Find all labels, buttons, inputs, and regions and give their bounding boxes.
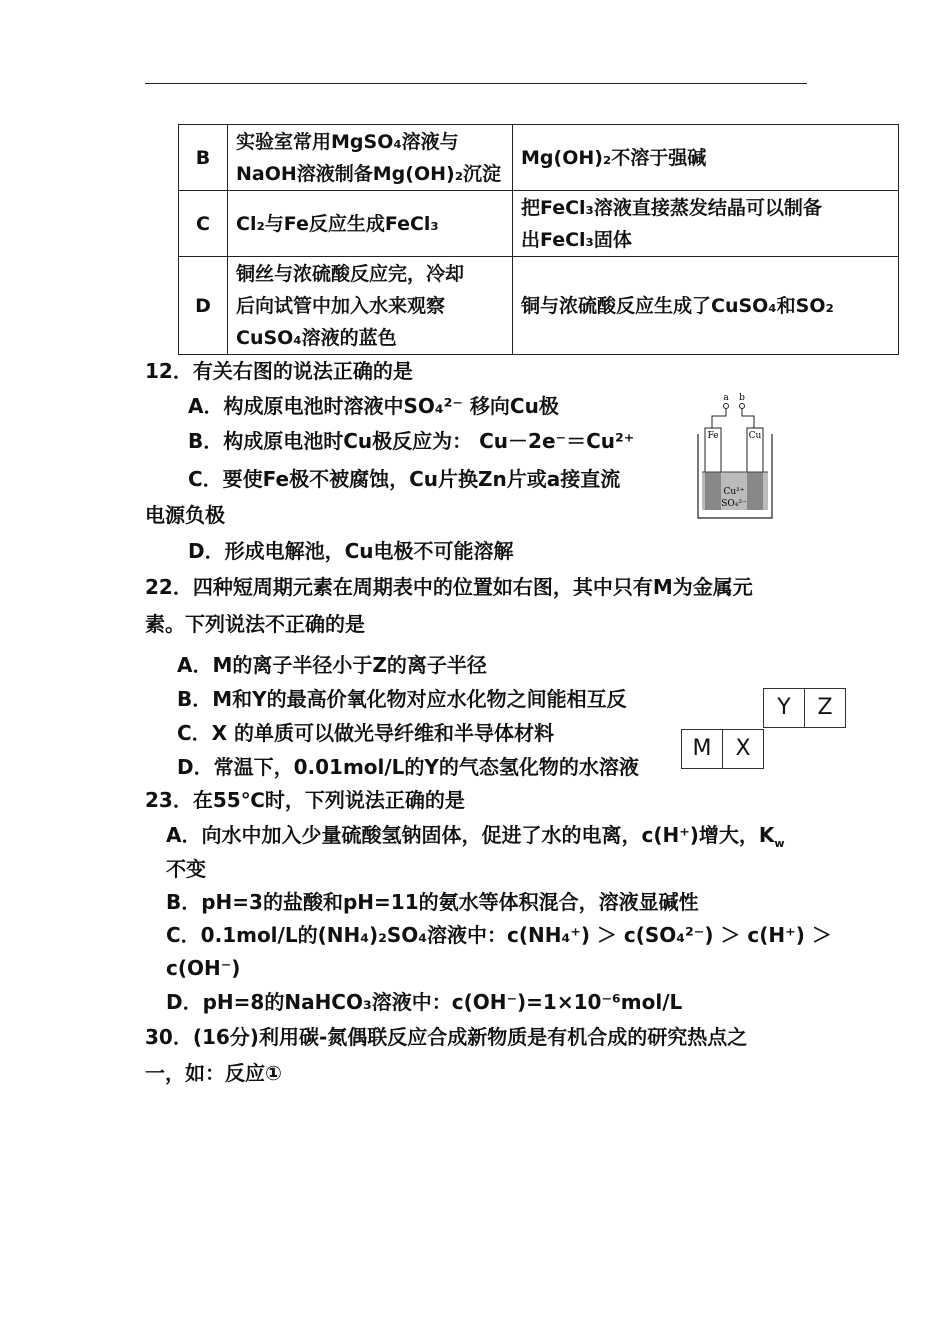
q12-option-a: A．构成原电池时溶液中SO₄²⁻ 移向Cu极 bbox=[188, 394, 559, 418]
periodic-cell-x: X bbox=[722, 729, 764, 769]
q22-emphasis: 不正确 bbox=[265, 612, 325, 636]
q12-option-b: B．构成原电池时Cu极反应为： Cu－2e⁻＝Cu²⁺ bbox=[188, 429, 635, 453]
q12-option-c-cont: 电源负极 bbox=[145, 503, 225, 527]
statement-line: NaOH溶液制备Mg(OH)₂沉淀 bbox=[236, 162, 502, 185]
q22-stem: 22．四种短周期元素在周期表中的位置如右图，其中只有M为金属元 bbox=[145, 575, 753, 599]
row-reason bbox=[513, 191, 899, 257]
q23-option-c-cont: c(OH⁻) bbox=[166, 956, 241, 980]
reason-line: Mg(OH)₂不溶于强碱 bbox=[521, 146, 707, 169]
q23-option-b: B．pH=3的盐酸和pH=11的氨水等体积混合，溶液显碱性 bbox=[166, 890, 699, 914]
q12-option-c: C．要使Fe极不被腐蚀，Cu片换Zn片或a接直流 bbox=[188, 467, 621, 491]
sulfate-ion-label: SO₄²⁻ bbox=[721, 499, 747, 509]
statement-line: 铜丝与浓硫酸反应完，冷却 bbox=[236, 262, 465, 285]
q22-option-a: A．M的离子半径小于Z的离子半径 bbox=[177, 653, 487, 677]
statement-line: 后向试管中加入水来观察 bbox=[236, 294, 446, 317]
q22-option-d: D．常温下，0.01mol/L的Y的气态氢化物的水溶液 bbox=[177, 755, 639, 779]
q22-stem-text: 的是 bbox=[325, 612, 365, 636]
q23-option-a-subscript: w bbox=[774, 837, 785, 850]
cu-electrode-label: Cu bbox=[748, 431, 762, 441]
table-row bbox=[179, 125, 899, 191]
table-row bbox=[179, 191, 899, 257]
reason-line: 出FeCl₃固体 bbox=[521, 228, 632, 251]
periodic-cell-m: M bbox=[681, 729, 723, 769]
q22-option-c: C．X 的单质可以做光导纤维和半导体材料 bbox=[177, 721, 555, 745]
header-rule bbox=[145, 83, 807, 84]
terminal-a-label: a bbox=[723, 393, 729, 403]
row-key: C bbox=[179, 191, 228, 257]
q23-option-c: C．0.1mol/L的(NH₄)₂SO₄溶液中：c(NH₄⁺) ＞ c(SO₄²⁻) ＞ c(H⁺) ＞ bbox=[166, 923, 832, 947]
periodic-cell-z: Z bbox=[804, 688, 846, 728]
reason-line: 铜与浓硫酸反应生成了CuSO₄和SO₂ bbox=[521, 294, 834, 317]
row-reason bbox=[513, 257, 899, 355]
reason-line: 把FeCl₃溶液直接蒸发结晶可以制备 bbox=[521, 196, 822, 219]
periodic-cell-y: Y bbox=[763, 688, 805, 728]
galvanic-cell-figure bbox=[690, 390, 780, 522]
row-key: D bbox=[179, 257, 228, 355]
fe-electrode-label: Fe bbox=[707, 431, 719, 441]
q23-stem: 23．在55℃时，下列说法正确的是 bbox=[145, 788, 465, 812]
q23-option-a bbox=[166, 818, 785, 852]
q22-stem-cont bbox=[145, 607, 365, 641]
row-reason bbox=[513, 125, 899, 191]
q23-option-a-text: A．向水中加入少量硫酸氢钠固体，促进了水的电离，c(H⁺)增大，K bbox=[166, 823, 775, 847]
q22-option-b: B．M和Y的最高价氧化物对应水化物之间能相互反 bbox=[177, 687, 627, 711]
statement-line: CuSO₄溶液的蓝色 bbox=[236, 326, 397, 349]
q23-option-d: D．pH=8的NaHCO₃溶液中：c(OH⁻)=1×10⁻⁶mol/L bbox=[166, 990, 683, 1014]
cu-ion-label: Cu²⁺ bbox=[723, 487, 745, 497]
q30-line2: 一，如：反应① bbox=[145, 1061, 282, 1085]
q12-option-d: D．形成电解池，Cu电极不可能溶解 bbox=[188, 539, 514, 563]
row-statement bbox=[228, 125, 513, 191]
row-key: B bbox=[179, 125, 228, 191]
q23-option-a-cont: 不变 bbox=[166, 857, 206, 881]
row-statement bbox=[228, 257, 513, 355]
row-statement bbox=[228, 191, 513, 257]
terminal-b-label: b bbox=[739, 393, 745, 403]
q22-stem-text: 素。下列说法 bbox=[145, 612, 265, 636]
q30-line1: 30．(16分)利用碳-氮偶联反应合成新物质是有机合成的研究热点之 bbox=[145, 1025, 748, 1049]
statement-line: 实验室常用MgSO₄溶液与 bbox=[236, 130, 459, 153]
q12-stem: 12．有关右图的说法正确的是 bbox=[145, 359, 413, 383]
options-table bbox=[178, 124, 899, 355]
statement-line: Cl₂与Fe反应生成FeCl₃ bbox=[236, 212, 439, 235]
table-row bbox=[179, 257, 899, 355]
